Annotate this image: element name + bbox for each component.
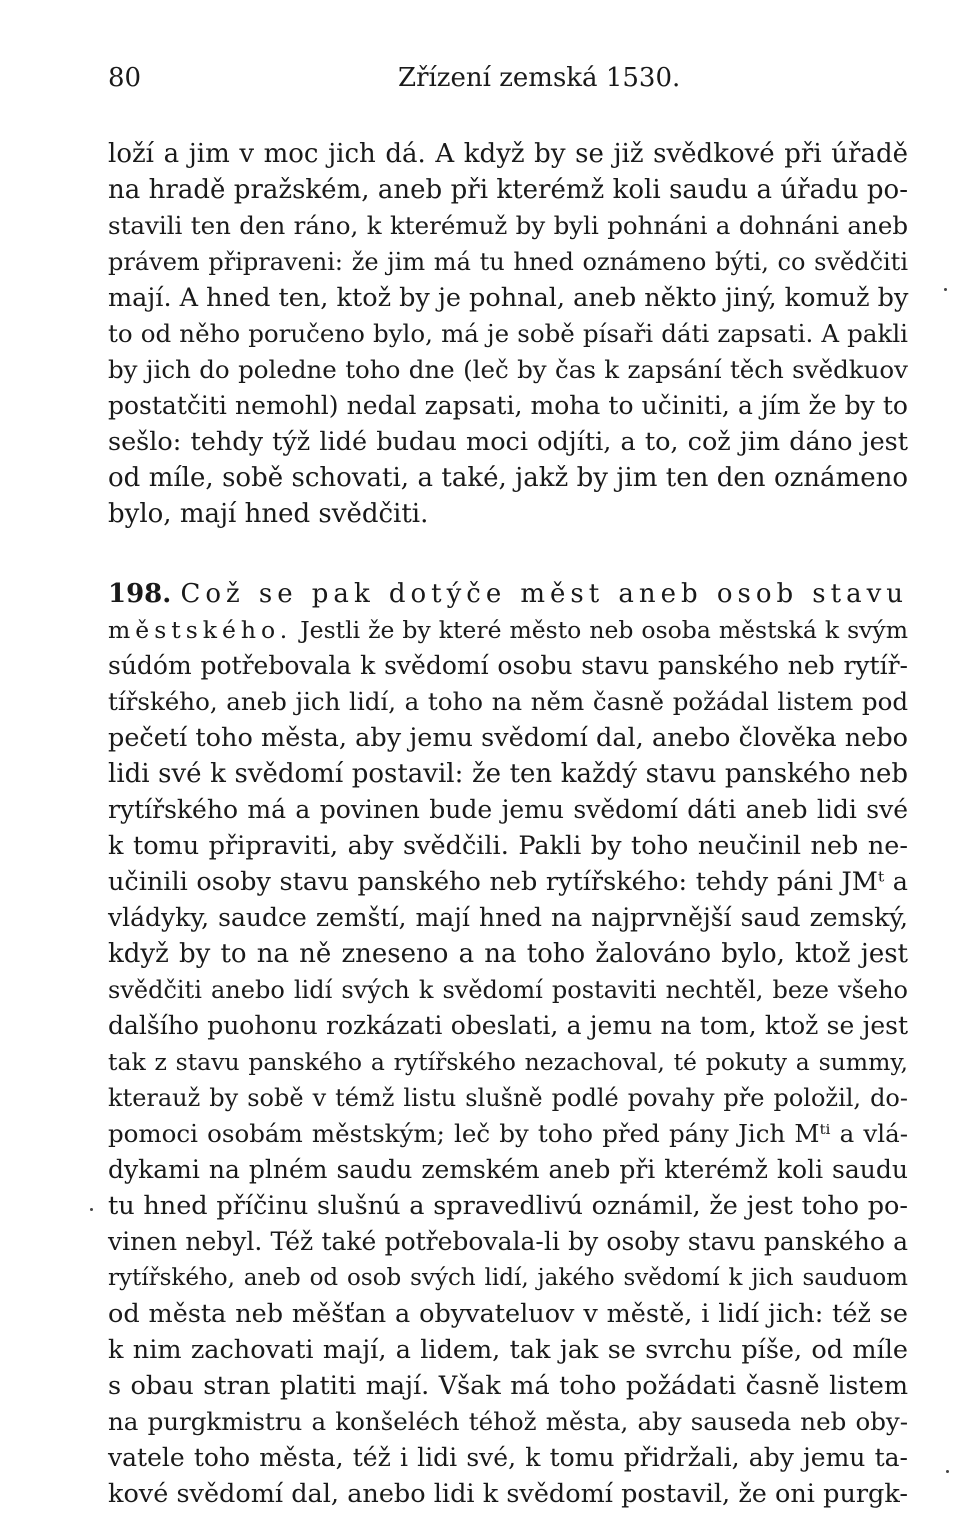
text-line: mají. A hned ten, ktož by je pohnal, aneb někto jiný, komuž by xyxy=(108,283,909,313)
section-heading-continued: městského. xyxy=(108,616,293,644)
text-line: pomoci osobám městským; leč by toho před pány Jich Mᵗⁱ a vlá- xyxy=(108,1119,908,1148)
text-line: sešlo: tehdy týž lidé budau moci odjíti, a to, což jim dáno jest xyxy=(108,427,908,457)
text-line: učinili osoby stavu panského neb rytířského: tehdy páni JMᵗ a xyxy=(108,867,908,897)
text-line: loží a jim v moc jich dá. A když by se již svědkové při úřadě xyxy=(108,139,908,169)
paragraph-gap xyxy=(108,532,908,576)
text-line: dalšího puohonu rozkázati obeslati, a jemu na tom, ktož se jest xyxy=(108,1011,908,1040)
text-line: by jich do poledne toho dne (leč by čas k zapsání těch svědkuov xyxy=(108,355,908,384)
paragraph-continuation xyxy=(108,136,908,532)
text-line: s obau stran platiti mají. Však má toho požádati časně listem xyxy=(108,1371,908,1401)
text-line: svědčiti anebo lidí svých k svědomí postaviti nechtěl, beze všeho xyxy=(108,976,908,1004)
text-line: od míle, sobě schovati, a také, jakž by jim ten den oznámeno xyxy=(108,463,908,493)
text-line: lidi své k svědomí postavil: že ten každý stavu panského neb xyxy=(108,759,908,789)
text-line: na hradě pražském, aneb při kterémž koli saudu a úřadu po- xyxy=(108,175,908,205)
text-line: kterauž by sobě v témž listu slušně podlé povahy pře položil, do- xyxy=(108,1084,908,1112)
page-number: 80 xyxy=(108,63,142,93)
text-line: rytířského, aneb od osob svých lidí, jakého svědomí k jich sauduom xyxy=(108,1265,908,1291)
text-line: tu hned příčinu slušnú a spravedlivú oznámil, že jest toho po- xyxy=(108,1191,908,1221)
text-line: vatele toho města, též i lidi své, k tomu přidržali, aby jemu ta- xyxy=(108,1443,908,1472)
text-line: stavili ten den ráno, k kterémuž by byli pohnáni a dohnáni aneb xyxy=(108,211,908,240)
body-text xyxy=(108,136,908,1512)
text-line: vinen nebyl. Též také potřebovala-li by osoby stavu panského a xyxy=(108,1227,908,1256)
scan-speck xyxy=(946,1470,949,1473)
section-text: Jestli že by které město neb osoba městská k svým xyxy=(300,616,908,644)
text-line: když by to na ně zneseno a na toho žalováno bylo, ktož jest xyxy=(108,939,908,969)
text-line: tířského, aneb jich lidí, a toho na něm časně požádal listem pod xyxy=(108,687,908,716)
running-head xyxy=(108,60,908,96)
text-line: k tomu připraviti, aby svědčili. Pakli by toho neučinil neb ne- xyxy=(108,831,908,861)
text-line: vládyky, saudce zemští, mají hned na najprvnější saud zemský, xyxy=(108,903,908,932)
running-title: Zřízení zemská 1530. xyxy=(398,63,681,93)
section-198 xyxy=(108,576,908,1512)
scan-speck xyxy=(90,1208,93,1211)
text-line: dykami na plném saudu zemském aneb při kterémž koli saudu xyxy=(108,1155,908,1184)
text-line: pečetí toho města, aby jemu svědomí dal, anebo člověka nebo xyxy=(108,723,908,753)
text-line xyxy=(108,612,908,648)
section-heading-line xyxy=(108,576,908,612)
text-line: právem připraveni: že jim má tu hned oznámeno býti, co svědčiti xyxy=(108,248,908,276)
text-line: kové svědomí dal, anebo lidi k svědomí postavil, že oni purgk- xyxy=(108,1479,908,1509)
scan-speck xyxy=(944,288,947,291)
text-line: to od něho poručeno bylo, má je sobě písaři dáti zapsati. A pakli xyxy=(108,319,908,348)
text-line: od města neb měšťan a obyvateluov v městě, i lidí jich: též se xyxy=(108,1299,908,1329)
section-heading: Což se pak dotýče měst aneb osob stavu xyxy=(180,579,908,609)
text-line: bylo, mají hned svědčiti. xyxy=(108,499,429,529)
section-number: 198. xyxy=(108,579,172,609)
text-line: tak z stavu panského a rytířského nezachoval, té pokuty a summy, xyxy=(108,1048,908,1076)
text-line: na purgkmistru a konšeléch téhož města, aby sauseda neb oby- xyxy=(108,1407,908,1436)
text-line: súdóm potřebovala k svědomí osobu stavu panského neb rytíř- xyxy=(108,651,908,680)
text-line: postatčiti nemohl) nedal zapsati, moha to učiniti, a jím že by to xyxy=(108,391,908,420)
text-line: k nim zachovati mají, a lidem, tak jak se svrchu píše, od míle xyxy=(108,1335,908,1365)
text-line: rytířského má a povinen bude jemu svědomí dáti aneb lidi své xyxy=(108,795,908,824)
